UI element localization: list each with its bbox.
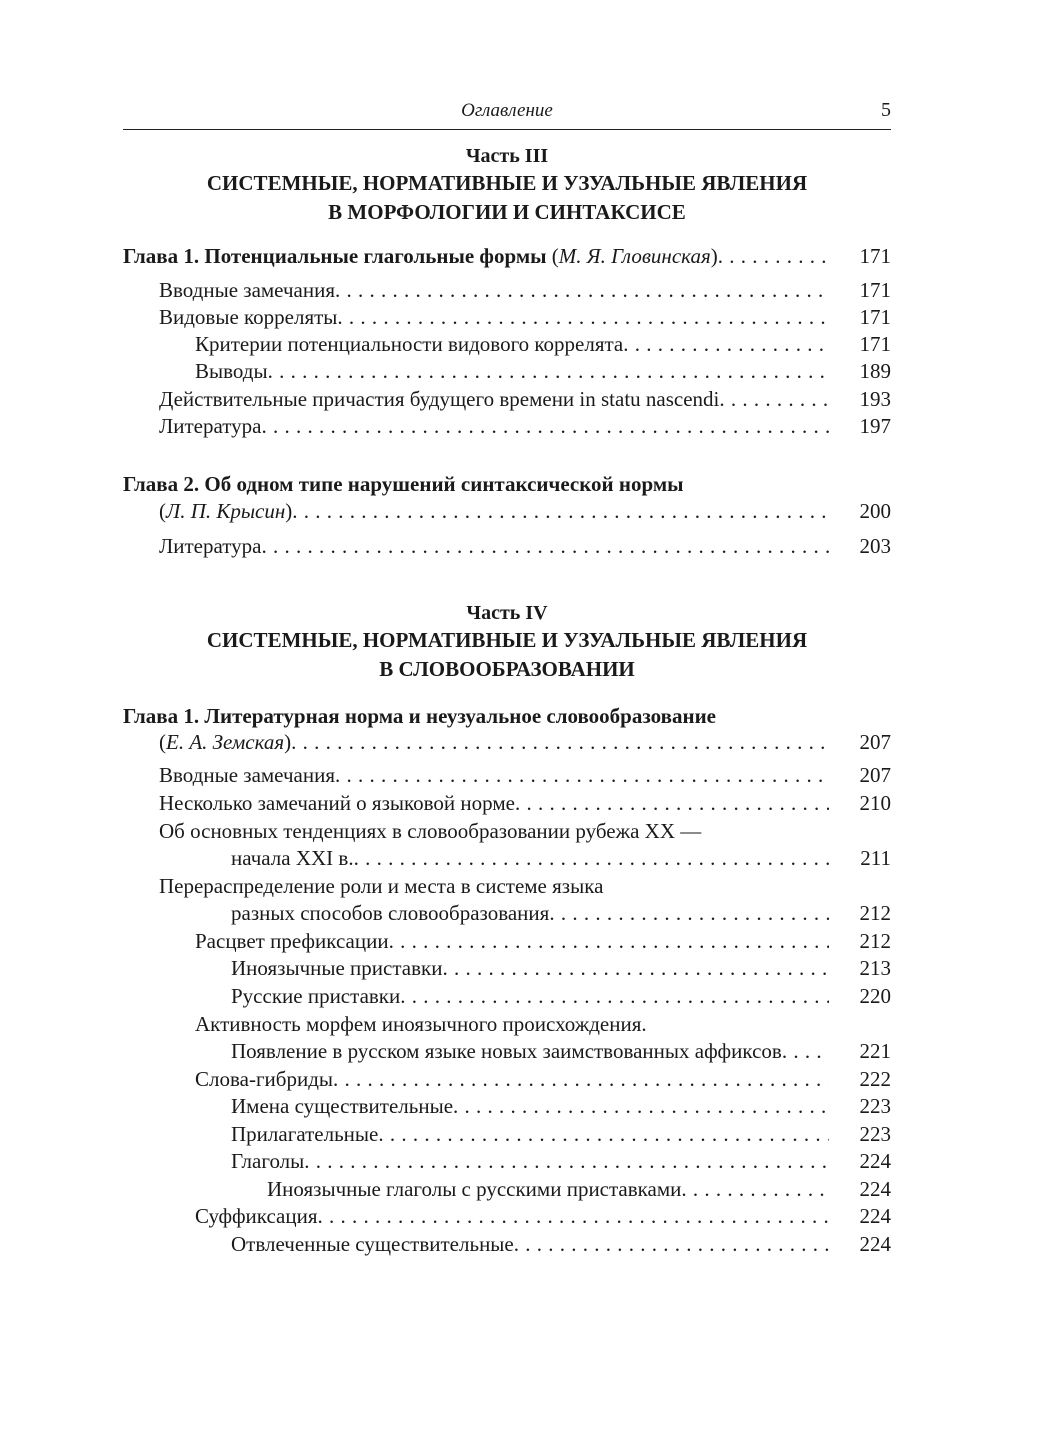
part-3-heading [123, 143, 891, 227]
toc-entry[interactable] [123, 1231, 891, 1258]
toc-entry-continued [123, 873, 891, 900]
toc-entry[interactable] [123, 983, 891, 1010]
toc-page-number: 212 [859, 901, 891, 925]
toc-page-number: 207 [859, 763, 891, 787]
toc-entry[interactable] [123, 1203, 891, 1230]
toc-entry-title: Суффиксация . . . [195, 1203, 829, 1230]
toc-page-number: 223 [859, 1094, 891, 1118]
toc-entry-title: Вводные замечания . . . [159, 277, 829, 304]
toc-page-number: 224 [859, 1177, 891, 1201]
author-close-paren: ) [710, 244, 718, 268]
toc-entry[interactable] [123, 845, 891, 872]
toc-entry-title: Литература . . . [159, 413, 829, 440]
toc-entry-title: Видовые корреляты . . . [159, 304, 829, 331]
toc-entry[interactable] [123, 1038, 891, 1065]
toc-entry[interactable] [123, 1148, 891, 1175]
author-close-paren: ) [285, 499, 293, 523]
toc-entry-title: Несколько замечаний о языковой норме . . . [159, 790, 829, 817]
chapter-author: Л. П. Крысин [166, 499, 286, 523]
part-title-line: В СЛОВООБРАЗОВАНИИ [379, 657, 635, 681]
toc-page-number: 171 [859, 278, 891, 302]
toc-entry-title [159, 498, 829, 525]
chapter-title: Глава 1. Литературная норма и неузуальное словообразование [123, 704, 717, 728]
running-header [123, 97, 891, 130]
part-title-line: В МОРФОЛОГИИ И СИНТАКСИСЕ [328, 200, 686, 224]
toc-entry-title [123, 471, 829, 498]
toc-entry-title: Отвлеченные существительные . . . [231, 1231, 829, 1258]
toc-page-number: 224 [859, 1204, 891, 1228]
part-title-line: СИСТЕМНЫЕ, НОРМАТИВНЫЕ И УЗУАЛЬНЫЕ ЯВЛЕНИЯ [206, 171, 808, 195]
toc-entry-title: Критерии потенциальности видового коррелята . . . [195, 331, 829, 358]
toc-entry-title: начала XXI в. . . . [231, 845, 829, 872]
toc-page-number: 224 [859, 1149, 891, 1173]
toc-entry-title: Иноязычные приставки . . . [231, 955, 829, 982]
toc-page-number: 220 [859, 984, 891, 1008]
toc-entry-title: Русские приставки . . . [231, 983, 829, 1010]
toc-entry[interactable] [123, 533, 891, 560]
toc-page-number: 212 [859, 929, 891, 953]
toc-page-number: 171 [859, 332, 891, 356]
toc-entry[interactable] [123, 790, 891, 817]
toc-entry-title: Активность морфем иноязычного происхождения. [195, 1012, 647, 1036]
toc-entry-title: Прилагательные . . . [231, 1121, 829, 1148]
toc-entry-title: Литература . . . [159, 533, 829, 560]
toc-entry-title: Действительные причастия будущего времени in statu nascendi . . . [159, 386, 829, 413]
toc-page-number: 189 [859, 359, 891, 383]
toc-page-number: 200 [859, 499, 891, 523]
toc-page-number: 224 [859, 1232, 891, 1256]
toc-entry-title: Вводные замечания . . . [159, 762, 829, 789]
toc-entry[interactable] [123, 762, 891, 789]
part-label: Часть IV [466, 602, 548, 624]
toc-entry[interactable] [123, 928, 891, 955]
toc-entry-title: Выводы . . . [195, 358, 829, 385]
toc-page-number: 222 [859, 1067, 891, 1091]
toc-entry[interactable] [123, 900, 891, 927]
chapter-title: Глава 1. Потенциальные глагольные формы [123, 244, 547, 268]
part-4-heading [123, 600, 891, 684]
toc-chapter-heading [123, 703, 891, 730]
author-open-paren: ( [159, 499, 166, 523]
toc-entry-continued [123, 1011, 891, 1038]
toc-entry-title: Имена существительные . . . [231, 1093, 829, 1120]
toc-entry-title: Иноязычные глаголы с русскими приставками . . . [267, 1176, 829, 1203]
toc-page-number: 223 [859, 1122, 891, 1146]
toc-page-number: 193 [859, 387, 891, 411]
toc-entry[interactable] [123, 277, 891, 304]
author-open-paren: ( [159, 730, 166, 754]
chapter-author: Е. А. Земская [166, 730, 285, 754]
toc-entry[interactable] [123, 413, 891, 440]
toc-entry-title [123, 703, 829, 730]
chapter-title: Глава 2. Об одном типе нарушений синтаксической нормы [123, 472, 684, 496]
toc-entry-title [159, 729, 829, 756]
toc-entry[interactable] [123, 955, 891, 982]
toc-page-number: 221 [859, 1039, 891, 1063]
toc-entry[interactable] [123, 1121, 891, 1148]
toc-entry-continued [123, 818, 891, 845]
part-title-line: СИСТЕМНЫЕ, НОРМАТИВНЫЕ И УЗУАЛЬНЫЕ ЯВЛЕНИЯ [206, 628, 808, 652]
toc-entry[interactable] [123, 1093, 891, 1120]
toc-entry-title: Расцвет префиксации . . . [195, 928, 829, 955]
page-number: 5 [881, 99, 891, 121]
toc-page-number: 197 [859, 414, 891, 438]
toc-page-number: 211 [860, 846, 891, 870]
toc-entry-title: Слова-гибриды . . . [195, 1066, 829, 1093]
toc-entry-title: Глаголы . . . [231, 1148, 829, 1175]
toc-chapter-entry[interactable] [123, 729, 891, 756]
toc-page-number: 203 [859, 534, 891, 558]
author-close-paren: ) [284, 730, 292, 754]
toc-entry[interactable] [123, 304, 891, 331]
toc-entry[interactable] [123, 331, 891, 358]
toc-entry-title: Об основных тенденциях в словообразовании рубежа XX — [159, 819, 702, 843]
toc-entry-title: Перераспределение роли и места в системе языка [159, 874, 604, 898]
toc-page-number: 171 [859, 305, 891, 329]
chapter-author: М. Я. Гловинская [558, 244, 711, 268]
toc-entry-title: Появление в русском языке новых заимствованных аффиксов . . . [231, 1038, 829, 1065]
toc-entry[interactable] [123, 386, 891, 413]
toc-page-number: 171 [859, 244, 891, 268]
toc-page-number: 207 [859, 730, 891, 754]
toc-entry-title [123, 243, 829, 270]
toc-chapter-heading [123, 471, 891, 498]
toc-chapter-entry[interactable] [123, 243, 891, 270]
author-open-paren: ( [546, 244, 559, 268]
toc-page-number: 213 [859, 956, 891, 980]
toc-entry[interactable] [123, 1176, 891, 1203]
toc-entry[interactable] [123, 358, 891, 385]
toc-entry[interactable] [123, 1066, 891, 1093]
part-label: Часть III [465, 145, 549, 167]
toc-entry-title: разных способов словообразования . . . [231, 900, 829, 927]
toc-chapter-entry[interactable] [123, 498, 891, 525]
running-title: Оглавление [461, 100, 553, 121]
toc-page-number: 210 [859, 791, 891, 815]
